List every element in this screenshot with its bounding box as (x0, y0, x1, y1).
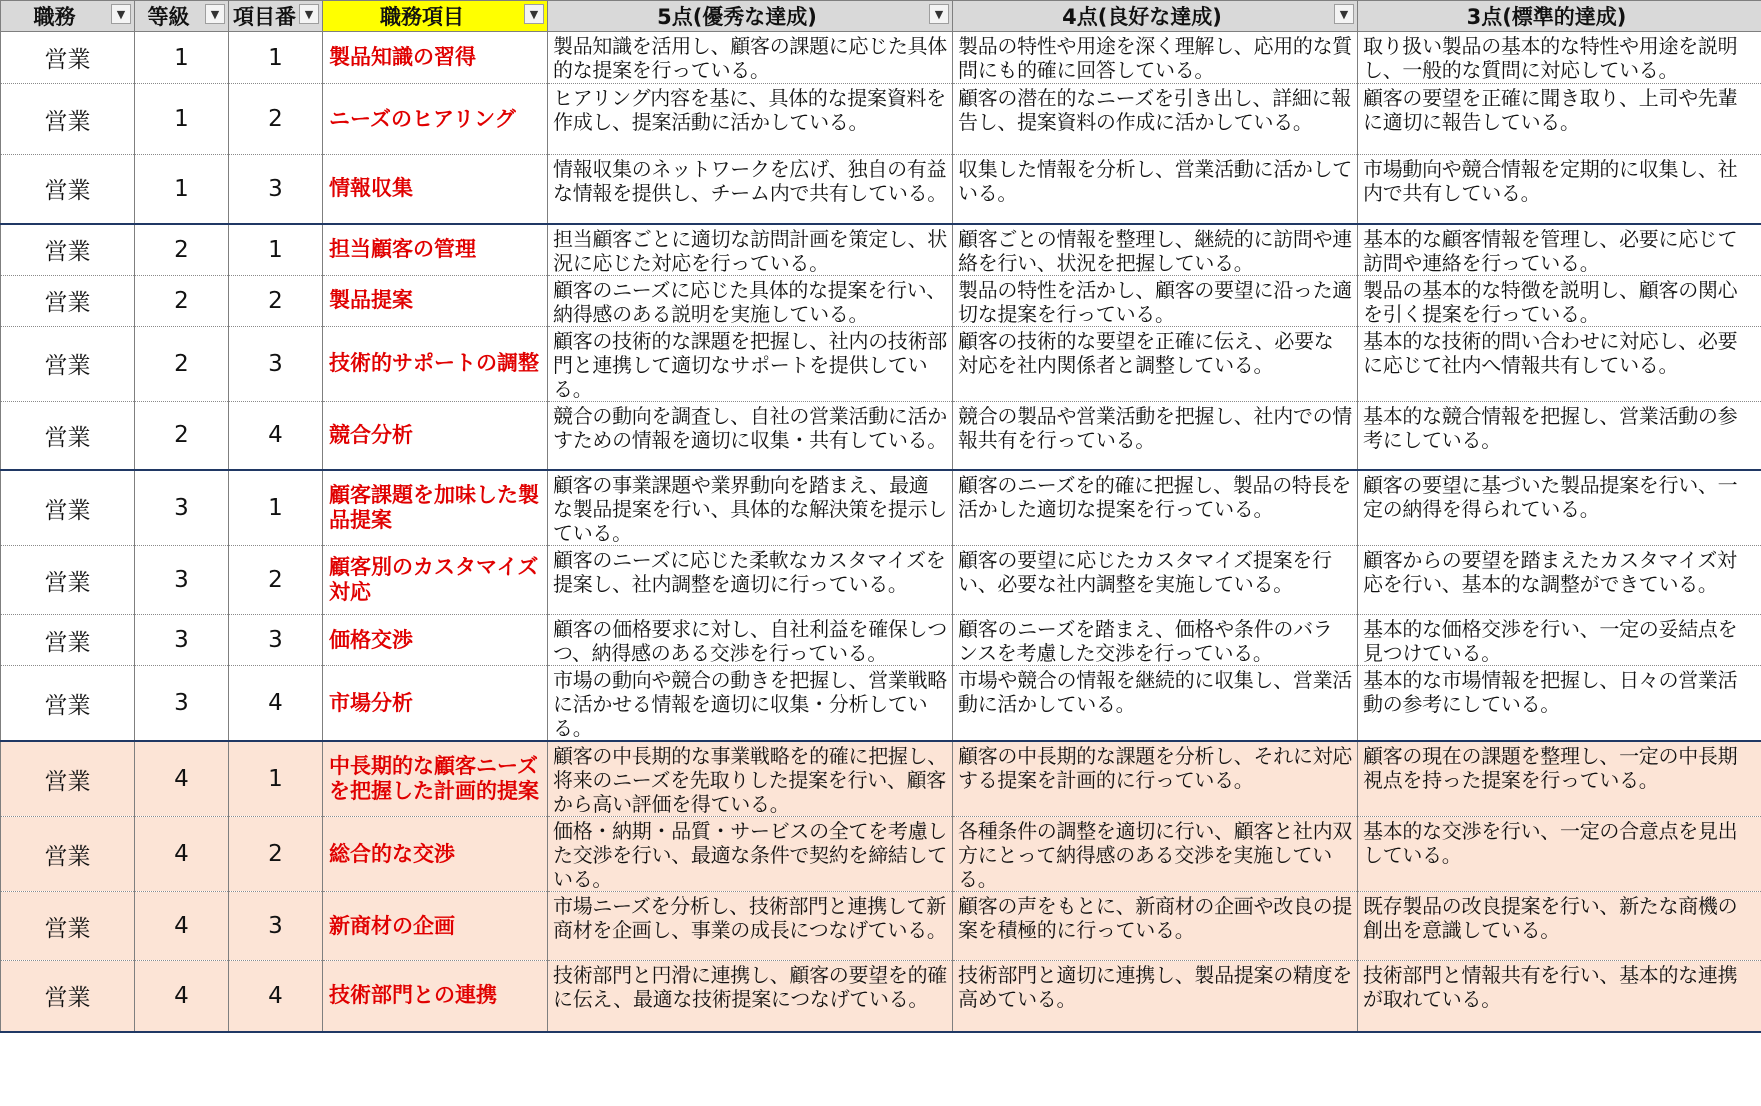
cell-score-4-description[interactable] (953, 84, 1358, 155)
cell-item-number[interactable] (229, 155, 323, 224)
cell-score-5-description-text: 市場の動向や競合の動きを把握し、営業戦略に活かせる情報を適切に収集・分析している。 (553, 668, 947, 740)
cell-grade-text: 2 (174, 236, 189, 263)
cell-job-text: 営業 (44, 629, 91, 656)
cell-job-item[interactable] (323, 275, 548, 326)
cell-grade-text: 1 (174, 44, 189, 71)
filter-dropdown-icon[interactable]: ▼ (929, 4, 949, 24)
cell-item-number-text: 4 (268, 422, 283, 449)
cell-score-3-description-text: 市場動向や競合情報を定期的に収集し、社内で共有している。 (1363, 157, 1738, 205)
cell-score-3-description[interactable] (1358, 615, 1761, 666)
cell-score-4-description-text: 収集した情報を分析し、営業活動に活かしている。 (958, 157, 1352, 205)
cell-item-number[interactable] (229, 961, 323, 1032)
cell-job-text: 営業 (44, 569, 91, 596)
cell-item-number[interactable] (229, 84, 323, 155)
cell-grade-text: 2 (174, 350, 189, 377)
cell-score-3-description[interactable] (1358, 275, 1761, 326)
cell-job-item-text: 製品知識の習得 (329, 45, 476, 69)
cell-job-item-text: 情報収集 (329, 176, 413, 201)
cell-job-text: 営業 (44, 290, 91, 316)
cell-score-5-description[interactable] (548, 615, 953, 666)
cell-score-5-description[interactable] (548, 741, 953, 817)
cell-score-5-description[interactable] (548, 401, 953, 470)
cell-grade-text: 1 (174, 175, 189, 202)
header-score-3 (1358, 1, 1761, 32)
cell-job[interactable] (1, 817, 135, 892)
cell-score-5-description[interactable] (548, 817, 953, 892)
cell-item-number-text: 1 (268, 495, 283, 521)
header-item-number (229, 1, 323, 32)
cell-grade-text: 3 (174, 495, 189, 521)
cell-grade[interactable] (135, 155, 229, 224)
table-row[interactable] (1, 961, 1761, 1032)
cell-score-5-description-text: 顧客のニーズに応じた柔軟なカスタマイズを提案し、社内調整を適切に行っている。 (553, 548, 946, 596)
filter-dropdown-icon[interactable]: ▼ (299, 4, 319, 24)
cell-grade[interactable] (135, 32, 229, 84)
cell-score-3-description[interactable] (1358, 892, 1761, 961)
cell-score-5-description[interactable] (548, 84, 953, 155)
table-row[interactable] (1, 817, 1761, 892)
cell-score-4-description-text: 顧客のニーズを的確に把握し、製品の特長を活かした適切な提案を行っている。 (958, 473, 1351, 521)
cell-grade-text: 2 (174, 287, 189, 314)
cell-job[interactable] (1, 892, 135, 961)
cell-score-3-description-text: 顧客の現在の課題を整理し、一定の中長期視点を持った提案を行っている。 (1363, 744, 1738, 792)
cell-score-3-description[interactable] (1358, 666, 1761, 742)
header-grade (135, 1, 229, 32)
cell-job-item-text: 顧客別のカスタマイズ対応 (329, 555, 539, 604)
cell-score-4-description[interactable] (953, 892, 1358, 961)
cell-grade-text: 3 (174, 567, 189, 593)
cell-grade-text: 2 (174, 422, 189, 449)
cell-grade-text: 3 (174, 627, 189, 653)
cell-score-5-description-text: 情報収集のネットワークを広げ、独自の有益な情報を提供し、チーム内で共有している。 (553, 157, 947, 205)
cell-score-3-description-text: 基本的な市場情報を把握し、日々の営業活動の参考にしている。 (1363, 668, 1738, 716)
header-label: 職務項目 (380, 5, 464, 29)
cell-score-5-description[interactable] (548, 326, 953, 401)
cell-job-item[interactable] (323, 666, 548, 742)
cell-job[interactable] (1, 401, 135, 470)
table-row[interactable] (1, 892, 1761, 961)
cell-item-number[interactable] (229, 401, 323, 470)
cell-item-number[interactable] (229, 666, 323, 742)
cell-score-5-description-text: 価格・納期・品質・サービスの全てを考慮した交渉を行い、最適な条件で契約を締結している。 (553, 819, 947, 891)
header-label: 3点(標準的達成) (1466, 5, 1627, 29)
cell-score-5-description[interactable] (548, 155, 953, 224)
cell-job[interactable] (1, 615, 135, 666)
cell-score-5-description[interactable] (548, 470, 953, 546)
cell-job-item[interactable] (323, 741, 548, 817)
cell-item-number[interactable] (229, 892, 323, 961)
cell-job-item[interactable] (323, 615, 548, 666)
cell-grade-text: 4 (174, 913, 189, 939)
cell-score-4-description-text: 技術部門と適切に連携し、製品提案の精度を高めている。 (958, 963, 1352, 1011)
cell-score-3-description-text: 製品の基本的な特徴を説明し、顧客の関心を引く提案を行っている。 (1363, 277, 1738, 326)
cell-job-item[interactable] (323, 961, 548, 1032)
table-row[interactable] (1, 32, 1761, 84)
cell-job[interactable] (1, 155, 135, 224)
cell-score-3-description-text: 基本的な競合情報を把握し、営業活動の参考にしている。 (1363, 403, 1738, 452)
cell-job-text: 営業 (44, 353, 91, 379)
cell-score-4-description[interactable] (953, 275, 1358, 326)
table-row[interactable] (1, 615, 1761, 666)
cell-job[interactable] (1, 224, 135, 276)
cell-job[interactable] (1, 666, 135, 742)
cell-score-4-description-text: 製品の特性や用途を深く理解し、応用的な質問にも的確に回答している。 (958, 34, 1352, 82)
cell-score-3-description[interactable] (1358, 84, 1761, 155)
cell-score-5-description-text: 担当顧客ごとに適切な訪問計画を策定し、状況に応じた対応を行っている。 (553, 226, 947, 275)
cell-job-text: 営業 (44, 692, 91, 719)
cell-job-item[interactable] (323, 470, 548, 546)
cell-score-4-description-text: 各種条件の調整を適切に行い、顧客と社内双方にとって納得感のある交渉を実施している。 (958, 819, 1352, 891)
cell-score-3-description-text: 基本的な交渉を行い、一定の合意点を見出している。 (1363, 819, 1738, 867)
cell-job-text: 営業 (44, 239, 91, 265)
cell-score-5-description-text: 技術部門と円滑に連携し、顧客の要望を的確に伝え、最適な技術提案につなげている。 (553, 963, 947, 1011)
cell-item-number-text: 2 (268, 287, 283, 314)
cell-score-3-description[interactable] (1358, 961, 1761, 1032)
cell-job-item[interactable] (323, 892, 548, 961)
cell-job-item-text: 価格交渉 (329, 627, 413, 652)
table-row[interactable] (1, 401, 1761, 470)
cell-score-4-description-text: 顧客ごとの情報を整理し、継続的に訪問や連絡を行い、状況を把握している。 (958, 226, 1352, 275)
cell-item-number-text: 3 (268, 350, 283, 377)
cell-job-item[interactable] (323, 401, 548, 470)
cell-score-4-description[interactable] (953, 32, 1358, 84)
header-label: 等級 (147, 5, 190, 29)
cell-job-item-text: 競合分析 (329, 422, 413, 447)
table-row[interactable] (1, 155, 1761, 224)
cell-score-4-description[interactable] (953, 224, 1358, 276)
cell-score-3-description-text: 基本的な技術的問い合わせに対応し、必要に応じて社内へ情報共有している。 (1363, 328, 1738, 377)
cell-score-4-description[interactable] (953, 546, 1358, 615)
cell-grade[interactable] (135, 892, 229, 961)
header-label: 5点(優秀な達成) (657, 5, 817, 29)
cell-job-text: 営業 (44, 497, 91, 524)
cell-score-5-description[interactable] (548, 961, 953, 1032)
cell-job[interactable] (1, 961, 135, 1032)
cell-job-text: 営業 (44, 768, 91, 795)
cell-job-item-text: 中長期的な顧客ニーズを把握した計画的提案 (329, 754, 539, 803)
cell-item-number[interactable] (229, 326, 323, 401)
cell-score-5-description-text: 製品知識を活用し、顧客の課題に応じた具体的な提案を行っている。 (553, 34, 947, 82)
cell-job-item-text: 担当顧客の管理 (329, 237, 476, 261)
cell-score-4-description[interactable] (953, 401, 1358, 470)
cell-job-text: 営業 (44, 424, 91, 451)
cell-item-number[interactable] (229, 470, 323, 546)
table-row[interactable] (1, 470, 1761, 546)
cell-grade[interactable] (135, 546, 229, 615)
cell-score-5-description-text: ヒアリング内容を基に、具体的な提案資料を作成し、提案活動に活かしている。 (553, 86, 946, 134)
cell-job-item[interactable] (323, 326, 548, 401)
cell-item-number-text: 4 (268, 690, 283, 716)
header-row (1, 1, 1761, 32)
cell-item-number[interactable] (229, 817, 323, 892)
cell-score-3-description-text: 取り扱い製品の基本的な特性や用途を説明し、一般的な質問に対応している。 (1363, 34, 1738, 82)
cell-job-text: 営業 (44, 915, 91, 942)
cell-item-number-text: 4 (268, 982, 283, 1009)
filter-dropdown-icon[interactable]: ▼ (205, 4, 225, 24)
cell-job-item-text: 新商材の企画 (329, 913, 455, 938)
cell-job-item[interactable] (323, 546, 548, 615)
table-row[interactable] (1, 666, 1761, 742)
cell-item-number-text: 1 (268, 236, 283, 263)
table-row[interactable] (1, 546, 1761, 615)
cell-item-number[interactable] (229, 224, 323, 276)
cell-score-4-description[interactable] (953, 155, 1358, 224)
cell-score-5-description-text: 競合の動向を調査し、自社の営業活動に活かすための情報を適切に収集・共有している。 (553, 403, 947, 452)
cell-score-3-description-text: 顧客の要望に基づいた製品提案を行い、一定の納得を得られている。 (1363, 473, 1738, 521)
cell-score-4-description[interactable] (953, 666, 1358, 742)
cell-job-item-text: 製品提案 (329, 288, 413, 312)
filter-dropdown-icon[interactable]: ▼ (111, 4, 131, 24)
cell-item-number[interactable] (229, 546, 323, 615)
table-row[interactable] (1, 84, 1761, 155)
cell-score-4-description[interactable] (953, 741, 1358, 817)
cell-job-text: 営業 (44, 108, 91, 135)
table-row[interactable] (1, 224, 1761, 276)
cell-score-4-description-text: 顧客のニーズを踏まえ、価格や条件のバランスを考慮した交渉を行っている。 (958, 617, 1333, 665)
cell-item-number[interactable] (229, 275, 323, 326)
cell-score-5-description-text: 顧客のニーズに応じた具体的な提案を行い、納得感のある説明を実施している。 (553, 277, 946, 326)
cell-job-text: 営業 (44, 985, 91, 1012)
header-job-item (323, 1, 548, 32)
cell-job-item-text: 技術部門との連携 (329, 983, 497, 1008)
cell-grade[interactable] (135, 84, 229, 155)
cell-score-5-description[interactable] (548, 666, 953, 742)
cell-item-number-text: 3 (268, 913, 283, 939)
cell-item-number-text: 1 (268, 766, 283, 792)
table-row[interactable] (1, 741, 1761, 817)
table-row[interactable] (1, 275, 1761, 326)
cell-job-item-text: 技術的サポートの調整 (329, 351, 539, 375)
cell-job-item-text: 総合的な交渉 (329, 841, 455, 866)
header-job (1, 1, 135, 32)
cell-grade[interactable] (135, 961, 229, 1032)
cell-grade[interactable] (135, 817, 229, 892)
cell-grade-text: 4 (174, 766, 189, 792)
cell-job[interactable] (1, 32, 135, 84)
cell-score-5-description-text: 市場ニーズを分析し、技術部門と連携して新商材を企画し、事業の成長につなげている。 (553, 894, 947, 942)
cell-score-3-description-text: 基本的な顧客情報を管理し、必要に応じて訪問や連絡を行っている。 (1363, 226, 1738, 275)
cell-job-item[interactable] (323, 155, 548, 224)
cell-score-3-description[interactable] (1358, 817, 1761, 892)
cell-score-4-description-text: 顧客の声をもとに、新商材の企画や改良の提案を積極的に行っている。 (958, 894, 1352, 942)
cell-score-4-description-text: 競合の製品や営業活動を把握し、社内での情報共有を行っている。 (958, 403, 1352, 452)
cell-job-item-text: ニーズのヒアリング (329, 106, 516, 131)
cell-score-3-description-text: 基本的な価格交渉を行い、一定の妥結点を見つけている。 (1363, 617, 1738, 665)
cell-score-3-description-text: 既存製品の改良提案を行い、新たな商機の創出を意識している。 (1363, 894, 1738, 942)
cell-score-5-description[interactable] (548, 892, 953, 961)
cell-score-3-description[interactable] (1358, 224, 1761, 276)
cell-job-item[interactable] (323, 224, 548, 276)
cell-job-item-text: 顧客課題を加味した製品提案 (329, 483, 539, 532)
cell-item-number[interactable] (229, 32, 323, 84)
cell-score-3-description-text: 顧客からの要望を踏まえたカスタマイズ対応を行い、基本的な調整ができている。 (1363, 548, 1737, 596)
cell-score-4-description[interactable] (953, 615, 1358, 666)
cell-score-4-description-text: 顧客の要望に応じたカスタマイズ提案を行い、必要な社内調整を実施している。 (958, 548, 1332, 596)
cell-job[interactable] (1, 275, 135, 326)
filter-dropdown-icon[interactable]: ▼ (524, 4, 544, 24)
filter-dropdown-icon[interactable]: ▼ (1334, 4, 1354, 24)
cell-grade[interactable] (135, 326, 229, 401)
cell-score-5-description-text: 顧客の技術的な課題を把握し、社内の技術部門と連携して適切なサポートを提供している。 (553, 328, 947, 401)
cell-item-number[interactable] (229, 615, 323, 666)
cell-job[interactable] (1, 741, 135, 817)
cell-grade-text: 4 (174, 841, 189, 867)
cell-job-text: 営業 (44, 47, 91, 73)
cell-score-4-description-text: 顧客の技術的な要望を正確に伝え、必要な対応を社内関係者と調整している。 (958, 328, 1334, 377)
cell-grade[interactable] (135, 275, 229, 326)
cell-score-5-description-text: 顧客の価格要求に対し、自社利益を確保しつつ、納得感のある交渉を行っている。 (553, 617, 947, 665)
cell-job-item[interactable] (323, 817, 548, 892)
cell-job-item-text: 市場分析 (329, 690, 413, 715)
table-row[interactable] (1, 326, 1761, 401)
cell-score-4-description[interactable] (953, 961, 1358, 1032)
cell-grade[interactable] (135, 470, 229, 546)
cell-item-number-text: 1 (268, 44, 283, 71)
cell-score-5-description[interactable] (548, 224, 953, 276)
header-score-4 (953, 1, 1358, 32)
cell-score-5-description[interactable] (548, 275, 953, 326)
cell-score-4-description[interactable] (953, 470, 1358, 546)
cell-grade[interactable] (135, 741, 229, 817)
cell-score-3-description[interactable] (1358, 741, 1761, 817)
cell-grade[interactable] (135, 615, 229, 666)
cell-score-3-description[interactable] (1358, 326, 1761, 401)
cell-job-item[interactable] (323, 32, 548, 84)
cell-score-3-description[interactable] (1358, 470, 1761, 546)
cell-score-3-description[interactable] (1358, 155, 1761, 224)
cell-item-number-text: 3 (268, 627, 283, 653)
cell-item-number[interactable] (229, 741, 323, 817)
cell-grade-text: 1 (174, 106, 189, 132)
cell-job-text: 営業 (44, 843, 91, 870)
cell-score-5-description[interactable] (548, 32, 953, 84)
cell-score-3-description-text: 顧客の要望を正確に聞き取り、上司や先輩に適切に報告している。 (1363, 86, 1738, 134)
cell-job-text: 営業 (44, 178, 91, 205)
cell-grade[interactable] (135, 224, 229, 276)
cell-score-3-description[interactable] (1358, 546, 1761, 615)
cell-score-5-description-text: 顧客の中長期的な事業戦略を的確に把握し、将来のニーズを先取りした提案を行い、顧客から高い評価を得ている。 (553, 744, 947, 816)
header-score-5 (548, 1, 953, 32)
cell-job[interactable] (1, 326, 135, 401)
cell-score-5-description[interactable] (548, 546, 953, 615)
cell-item-number-text: 2 (268, 106, 283, 132)
cell-score-5-description-text: 顧客の事業課題や業界動向を踏まえ、最適な製品提案を行い、具体的な解決策を提示している。 (553, 473, 947, 545)
cell-score-3-description[interactable] (1358, 401, 1761, 470)
cell-grade-text: 3 (174, 690, 189, 716)
cell-score-3-description[interactable] (1358, 32, 1761, 84)
cell-grade-text: 4 (174, 982, 189, 1009)
cell-item-number-text: 3 (268, 175, 283, 202)
cell-score-4-description-text: 顧客の潜在的なニーズを引き出し、詳細に報告し、提案資料の作成に活かしている。 (958, 86, 1351, 134)
header-label: 4点(良好な達成) (1062, 5, 1222, 29)
cell-score-4-description[interactable] (953, 817, 1358, 892)
cell-job[interactable] (1, 470, 135, 546)
cell-job[interactable] (1, 546, 135, 615)
table-body (1, 32, 1761, 1032)
cell-item-number-text: 2 (268, 567, 283, 593)
cell-score-4-description-text: 製品の特性を活かし、顧客の要望に沿った適切な提案を行っている。 (958, 277, 1352, 326)
header-label: 職務 (33, 5, 76, 29)
cell-item-number-text: 2 (268, 841, 283, 867)
cell-job-item[interactable] (323, 84, 548, 155)
cell-grade[interactable] (135, 666, 229, 742)
cell-score-4-description[interactable] (953, 326, 1358, 401)
cell-score-4-description-text: 顧客の中長期的な課題を分析し、それに対応する提案を計画的に行っている。 (958, 744, 1352, 792)
cell-job[interactable] (1, 84, 135, 155)
header-label: 項目番 (233, 5, 296, 29)
cell-score-3-description-text: 技術部門と情報共有を行い、基本的な連携が取れている。 (1363, 963, 1738, 1011)
cell-grade[interactable] (135, 401, 229, 470)
cell-score-4-description-text: 市場や競合の情報を継続的に収集し、営業活動に活かしている。 (958, 668, 1352, 716)
